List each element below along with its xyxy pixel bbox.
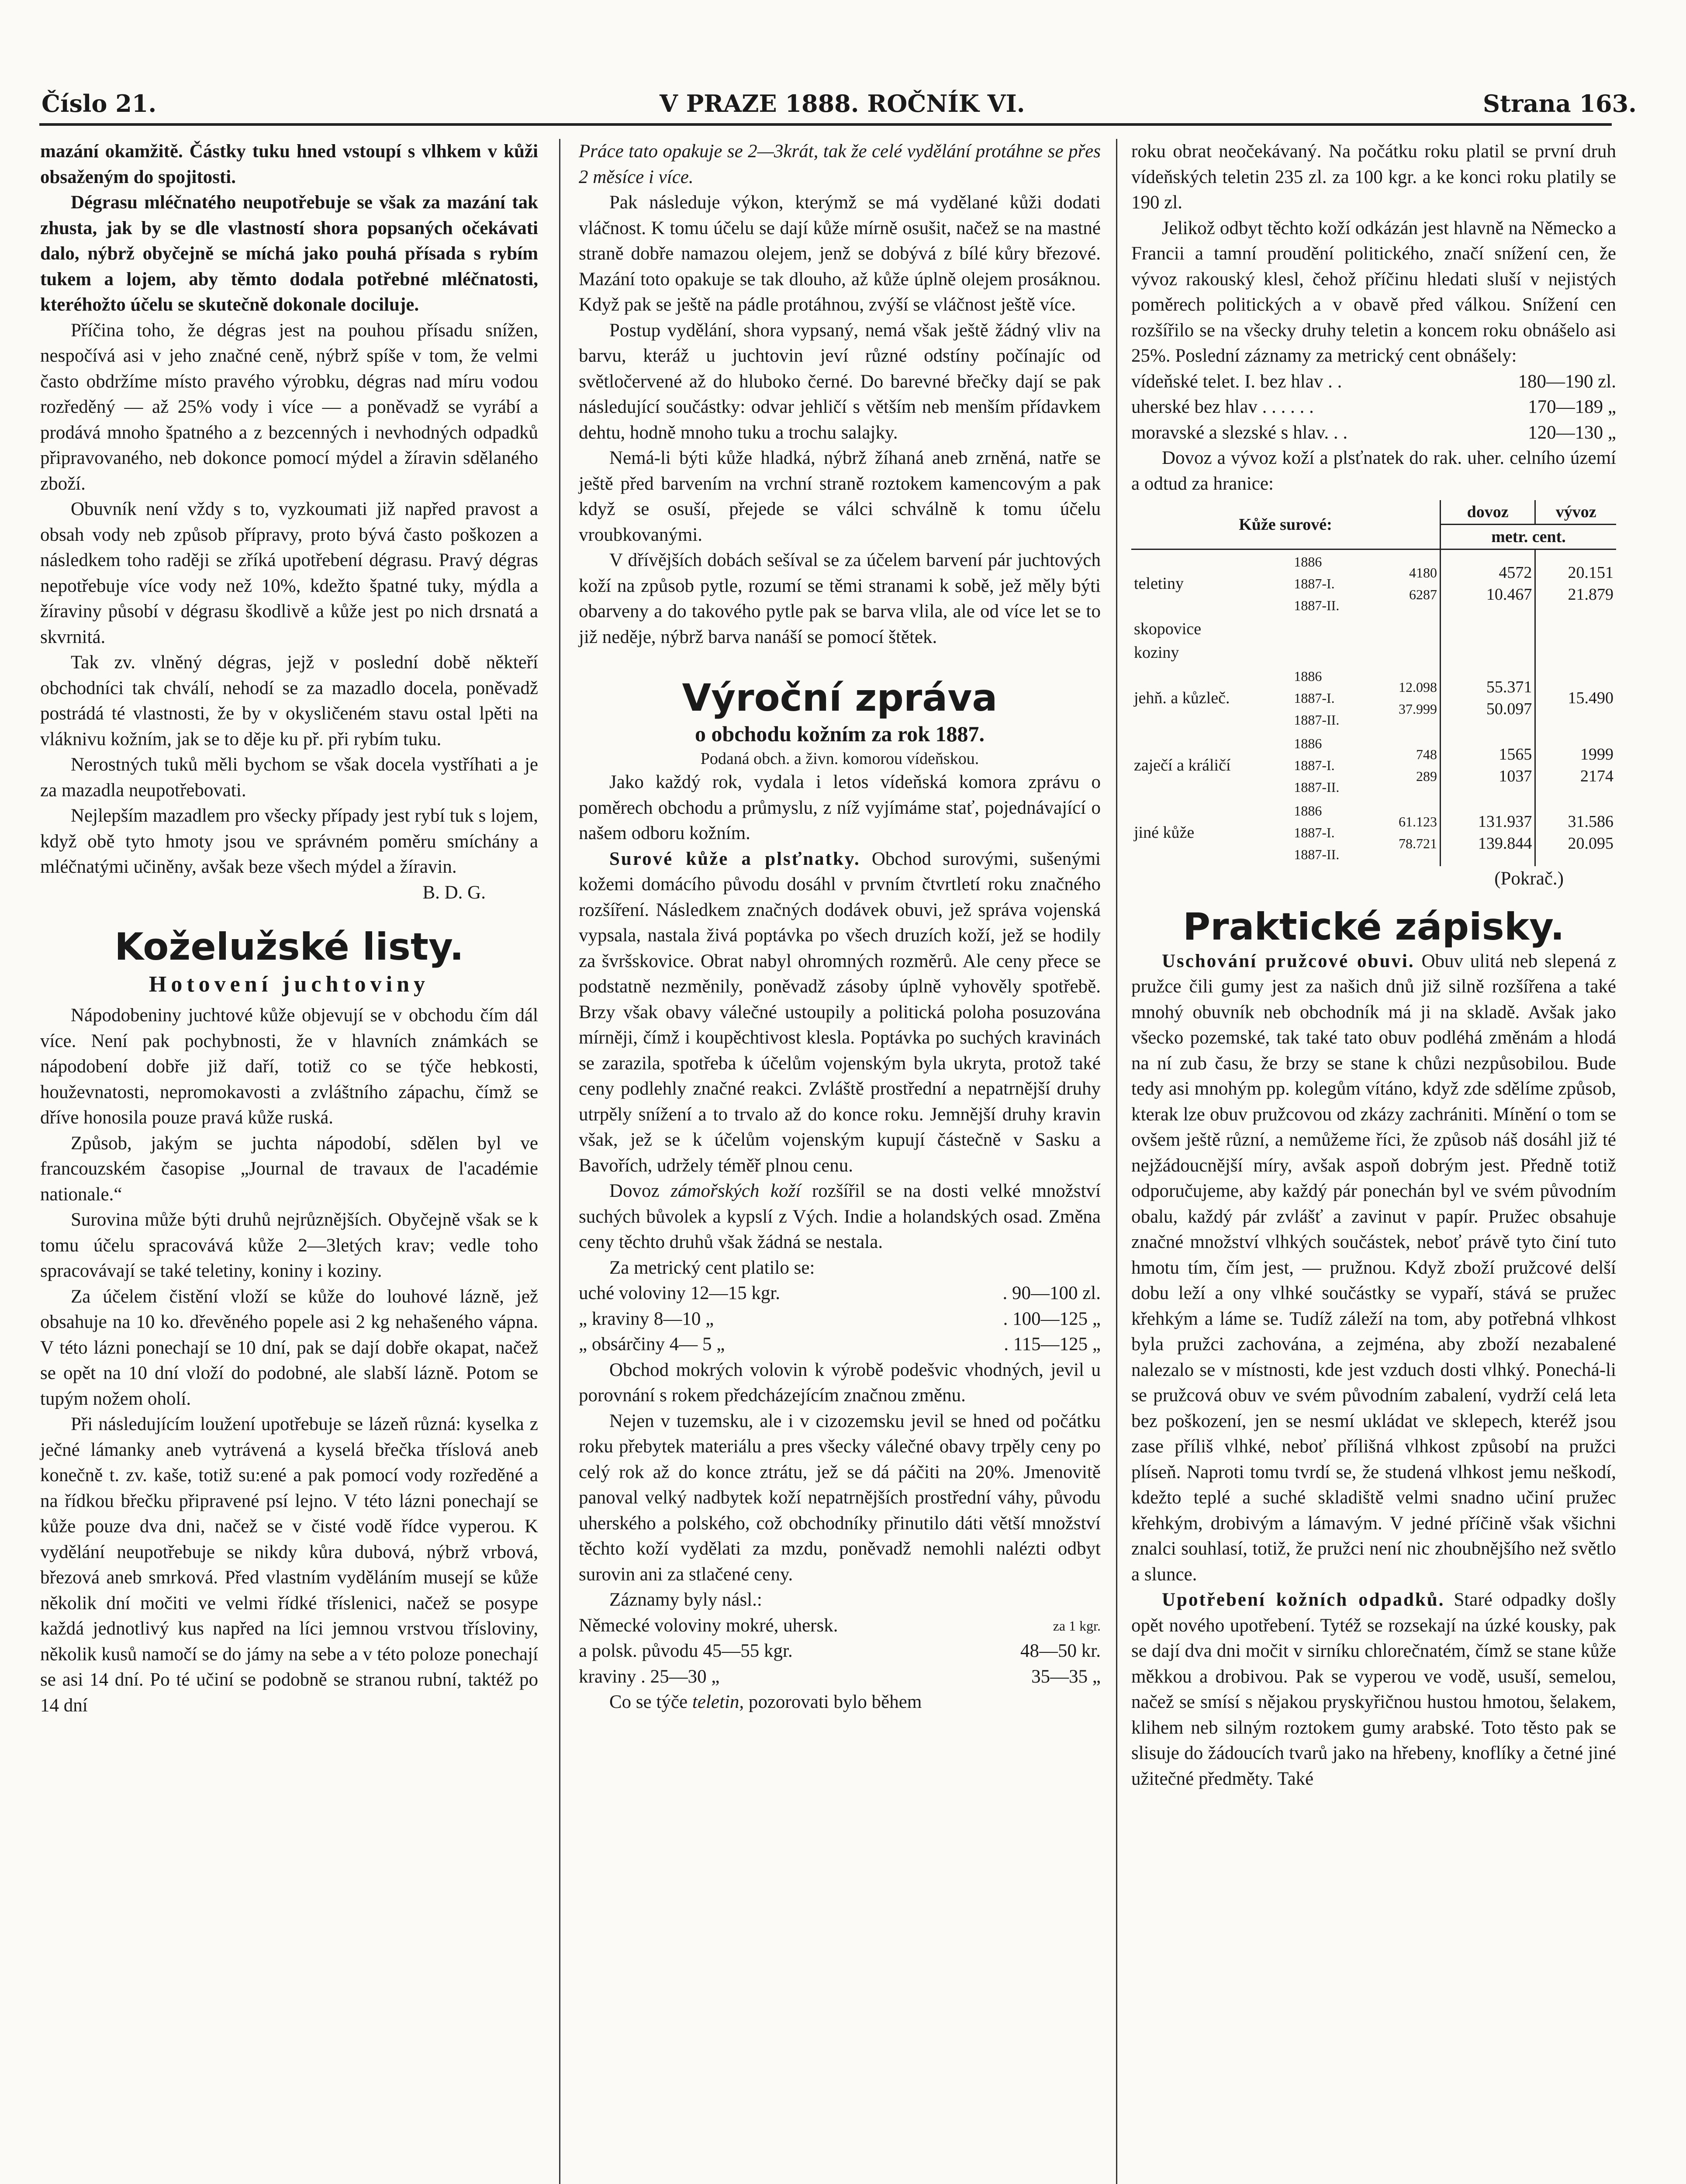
table-cell: 131.937 139.844 xyxy=(1441,799,1535,866)
price-value: 170—189 „ xyxy=(1528,397,1616,417)
price-row xyxy=(1131,369,1616,395)
author-signature: B. D. G. xyxy=(422,882,486,903)
column-3 xyxy=(1131,139,1616,1792)
paragraph: roku obrat neočekávaný. Na počátku roku platil se první druh vídeňských teletin 235 zl. za 100 kgr. a ke konci roku platily se 190 zl. xyxy=(1131,141,1616,213)
paragraph: Obuvník není vždy s to, vyzkoumati již napřed pravost a obsah vody neb způsob přípravy, proto bývá často poškozen a následkem toho raději se zříká upotřebení dégrasu. Pravý dégras nepotřebuje více vody než 10%, kdežto špatné tuky, mýdla a žíraviny působí v dégrasu škodlivě a kůže jest po nich drsnatá a skvrnitá. xyxy=(40,499,538,647)
section-byline: Podaná obch. a živn. komorou vídeňskou. xyxy=(700,750,979,768)
text: Dovoz xyxy=(609,1181,660,1201)
paragraph: Za metrický cent platilo se: xyxy=(609,1257,815,1278)
section-subtitle: Hotovení juchtoviny xyxy=(149,972,430,997)
column-2 xyxy=(579,139,1101,1715)
table-row xyxy=(1131,617,1616,641)
paragraph xyxy=(1131,949,1616,1588)
table-header: Kůže surové: xyxy=(1131,500,1441,549)
price-value: 35—35 „ xyxy=(1031,1666,1101,1687)
text: rozšířil se na dosti velké množství suchých bůvolek a kypslí z Vých. Indie a holandských osad. Změna ceny těchto druhů však žádná se nestala. xyxy=(579,1181,1101,1252)
price-label: moravské a slezské s hlav. . . xyxy=(1131,422,1348,443)
paragraph: Postup vydělání, shora vypsaný, nemá však ještě žádný vliv na barvu, kteráž u juchtovin jeví různé odstíny počínajíc od světločervené až do hluboko černé. Do barevné břečky dají se pak následující součástky: odvar jehličí s větším neb menším přídavkem dehtu, hodně mnoho tuku a trochu salajky. xyxy=(579,320,1101,443)
price-row xyxy=(579,1638,1101,1664)
page-header-issue: Číslo 21. xyxy=(41,90,157,117)
paragraph: Nápodobeniny juchtové kůže objevují se v obchodu čím dál více. Není pak pochybnosti, že v hlavních známkách se nápodobení dobře již daří, totiž co se týče hebkosti, houževnatosti, nepromokavosti a zvláštního zápachu, čímž se dříve honosila pouze pravá kůže ruská. xyxy=(40,1005,538,1128)
emphasis: teletin, xyxy=(692,1692,744,1712)
paragraph: Při následujícím loužení upotřebuje se lázeň různá: kyselka z ječné lámanky aneb vytrávená a kyselá břečka tříslová aneb konečně t. zv. kaše, totiž su:ené a pak pomocí vody rozředěné a na řídkou břečku připravené psí lejno. V této lázni ponechají se kůže pouze dva dni, načež se v čisté vodě řídce vyperou. K vydělání neupotřebuje se nikdy kůra dubová, nýbrž vrbová, březová aneb smrková. Před vlastním vyděláním musejí se kůže několik dní močiti ve velmi řídké tříslenici, načež se posype každá jednotlivý kus napřed na líci jemnou vrstvou třísloviny, několik kusů namočí se do jámy na sebe a v této poloze ponechají se asi 14 dní. Po té učiní se podobně se stranou rubní, taktéž po 14 dní xyxy=(40,1414,538,1716)
table-cell: 20.151 21.879 xyxy=(1535,549,1616,618)
table-cell: 1886 1887-I. 1887-II. xyxy=(1294,554,1340,613)
paragraph: Tak zv. vlněný dégras, jejž v poslední době někteří obchodníci tak chválí, nehodí se za mazadlo docela, poněvadž postrádá té vlastnosti, že by v okysličeném stavu ostal lpěti na vláknivu kožním, jak se to děje ku př. při rybím tuku. xyxy=(40,652,538,750)
text: pozorovati bylo během xyxy=(748,1692,922,1712)
table-cell: 12.098 37.999 xyxy=(1399,679,1437,717)
section-title: Praktické zápisky. xyxy=(1183,905,1565,949)
price-label: uché voloviny 12—15 kgr. xyxy=(579,1283,781,1303)
paragraph: Způsob, jakým se juchta nápodobí, sdělen byl ve francouzském časopise „Journal de travaux de l'académie nationale.“ xyxy=(40,1133,538,1205)
price-value: . 115—125 „ xyxy=(1004,1334,1101,1355)
paragraph: Pak následuje výkon, kterýmž se má vydělané kůži dodati vláčnost. K tomu účelu se dají kůže mírně osušit, načež se na mastné straně dobře namazou olejem, jenž se dobývá z bílé kůry březové. Mazání toto opakuje se tak dlouho, až kůže úplně olejem prosáknou. Když pak se ještě na pádle protáhnou, zvýší se vláčnost ještě více. xyxy=(579,192,1101,315)
subheading: Upotřebení kožních odpadků. xyxy=(1162,1590,1445,1610)
paragraph: Za účelem čistění vloží se kůže do louhové lázně, jež obsahuje na 10 ko. dřevěného popele asi 2 kg nehašeného vápna. V této lázni ponechají se 10 dní, pak se dají dobře okapat, načež se opět na 10 dní vloží do podobné, ale slabší lázně. Potom se tupým nožem oholí. xyxy=(40,1286,538,1409)
price-row xyxy=(1131,420,1616,446)
signature-row xyxy=(40,880,538,906)
price-label: „ kraviny 8—10 „ xyxy=(579,1308,714,1329)
price-value: 48—50 kr. xyxy=(1020,1641,1101,1661)
table-cell xyxy=(1535,617,1616,641)
price-row xyxy=(579,1332,1101,1358)
price-unit: za 1 kgr. xyxy=(1053,1617,1101,1634)
price-row xyxy=(1131,394,1616,420)
text: Co se týče xyxy=(609,1692,688,1712)
paragraph: Jelikož odbyt těchto koží odkázán jest hlavně na Německo a Francii a tamní proudění politického, značí snížení cen, že vývoz rakouský klesl, čehož příčinu hledati sluší v nejistých poměrech politických a v obavě před válkou. Snížení cen rozšířilo se na všecky druhy teletin a koncem roku obnášelo asi 25%. Poslední záznamy za metrický cent obnášely: xyxy=(1131,218,1616,366)
table-cell: koziny xyxy=(1134,643,1179,662)
paragraph: V dřívějších dobách sešíval se za účelem barvení pár juchtových koží na způsob pytle, rozumí se těmi stranami k sobě, jež měly býti obarveny a do takového pytle pak se barva vlila, ale od více let se to již neděje, nýbrž barva nanáší se pomocí štětek. xyxy=(579,550,1101,647)
text: Obchod surovými, sušenými kožemi domácího původu dosáhl v prvním čtvrtletí roku značného rozšíření. Následkem značných dodávek obuvi, jež správa vojenská vypsala, nastala živá poptávka po všech druzích koží, jež se hodily za švršskovice. Obrat nabyl ohromných rozměrů. Ale ceny přece se podstatně nezměnily, poněvadž zásoby úplně vyhověly spotřebě. Brzy však obavy válečné ustoupily a politická poloha posuzována mírněji, čímž i koupěchtivost klesla. Poptávka po suchých kravinách se zarazila, spotřeba k účelům vojenským byla ukryta, protož také ceny podlehly značné reakci. Zvláště prostřední a nepatrnější druhy utrpěly snížení a to trvalo až do konce roku. Jemnější druhy kravin však, jež se k účelům vojenským kupují částečně v Sasku a Bavořích, udržely téměř plnou cenu. xyxy=(579,848,1101,1176)
column-divider xyxy=(559,139,560,2184)
table-cell: 1886 1887-I. 1887-II. xyxy=(1294,668,1340,728)
table-cell: 1565 1037 xyxy=(1441,732,1535,799)
paragraph xyxy=(579,1690,1101,1715)
price-value: . 90—100 zl. xyxy=(1002,1283,1101,1303)
table-row xyxy=(1131,732,1616,799)
table-header: dovoz xyxy=(1441,500,1535,525)
header-rule xyxy=(39,123,1612,126)
page-header-date: V PRAZE 1888. ROČNÍK VI. xyxy=(660,90,1025,117)
paragraph: Nejlepším mazadlem pro všecky případy jest rybí tuk s lojem, když obě tyto hmoty jsou ve správném poměru smíchány a mléčnatými učiněny, avšak beze všech mýdel a žíravin. xyxy=(40,805,538,877)
price-row xyxy=(579,1664,1101,1690)
table-cell: jiné kůže xyxy=(1134,823,1195,842)
trade-table xyxy=(1131,500,1616,866)
section-subtitle: o obchodu kožním za rok 1887. xyxy=(694,722,985,746)
paragraph: Surovina může býti druhů nejrůznějších. Obyčejně však se k tomu účelu spracovává kůže 2—3letých krav; vedle toho spracovávají se také teletiny, koniny i koziny. xyxy=(40,1209,538,1281)
paragraph: Nemá-li býti kůže hladká, nýbrž žíhaná aneb zrněná, natře se ještě před barvením na vrchní straně roztokem kamencovým a pak když se osuší, přejede se válci schválně k tomu účelu vroubkovanými. xyxy=(579,448,1101,545)
paragraph xyxy=(579,847,1101,1179)
paragraph: Práce tato opakuje se 2—3krát, tak že celé vydělání protáhne se přes 2 měsíce i více. xyxy=(579,141,1101,187)
table-cell: 61.123 78.721 xyxy=(1399,814,1437,851)
column-1 xyxy=(40,139,538,1718)
price-label: kraviny . 25—30 „ xyxy=(579,1666,720,1687)
table-header: vývoz xyxy=(1535,500,1616,525)
page-header-page: Strana 163. xyxy=(1483,90,1637,117)
price-row xyxy=(579,1306,1101,1332)
price-label: „ obsárčiny 4— 5 „ xyxy=(579,1334,725,1355)
price-row xyxy=(579,1613,1101,1639)
table-cell: 1886 1887-I. 1887-II. xyxy=(1294,736,1340,795)
section-title: Koželužské listy. xyxy=(114,925,464,969)
subheading: Uschování pružcové obuvi. xyxy=(1162,950,1415,971)
table-row xyxy=(1131,664,1616,732)
table-row xyxy=(1131,549,1616,618)
table-header: metr. cent. xyxy=(1441,525,1616,549)
text: Obuv ulitá neb slepená z pružce čili gumy jest za našich dnů již silně rozšířena a také mnohý obuvník neb obchodník má ji na skladě. Avšak jako všecko pozemské, tak také tato obuv podléhá změnám a hlodá na ní zub času, že brzy se stane k chůzi nezpůsobilou. Bude tedy asi mnohým pp. kolegům vítáno, když zde sdělíme způsob, kterak lze obuv pružcovou od zkázy zachrániti. Mínění o tom se ovšem ještě různí, a nemůžeme říci, že způsob náš dosáhl již té nejžádoucnější míry, avšak aspoň dobrým jest. Předně totiž odporučujeme, aby každý pár ponechán byl ve svém původním obalu, každý pár zvlášť a zavinut v papír. Pružec obsahuje značné množství vlhkých součástek, neboť právě tyto činí tuto hmotu tím, čím jest, — pružnou. Když zboží pružcové delší dobu leží a ony vlhké součástky se vypaří, stává se pružec křehkým a láme se. Tudíž záleží na tom, aby potřebná vlhkost byla pružci zachována, a zejména, aby zboží nezabalené nalezalo se v místnosti, kde jest vzduch dosti vlhký. Ponechá-li se pružcová obuv ve svém původním zabalení, vydrží celá leta bez poškození, jen se nesmí ukládat ve sklepech, kteréž jsou zase příliš vlhké, neboť přílišná vlhkost způsobí na pružci plíseň. Naproti tomu tvrdí se, že studená vlhkost jemu neškodí, kdežto teplé a suché skladiště velmi snadno učiní pružec křehkým, drobivým a lámavým. V jedné příčině však všichni znalci souhlasí, totiž, že pružci není nic zhoubnějšího než světlo a slunce. xyxy=(1131,950,1616,1585)
paragraph: Obchod mokrých volovin k výrobě podešvic vhodných, jevil u porovnání s rokem předcházejícím značnou změnu. xyxy=(579,1359,1101,1406)
table-row xyxy=(1131,799,1616,866)
table-cell: 31.586 20.095 xyxy=(1535,799,1616,866)
table-cell xyxy=(1535,641,1616,664)
table-cell: 15.490 xyxy=(1535,664,1616,732)
paragraph: Příčina toho, že dégras jest na pouhou přísadu snížen, nespočívá asi v jeho značné ceně, nýbrž spíše v tom, že velmi často obdržíme místo pravého výrobku, dégras nad míru vodou rozředěný — až 25% vody i více — a poněvadž se vyrábí a prodává mnoho špatného a z bezcenných i nevhodných odpadků připravovaného, neb dokonce pomocí mýdel a žíravin sdělaného zboží. xyxy=(40,320,538,494)
table-cell: 748 289 xyxy=(1416,746,1437,784)
emphasis: zámořských koží xyxy=(670,1181,801,1201)
paragraph: Záznamy byly násl.: xyxy=(609,1590,762,1610)
table-cell: teletiny xyxy=(1134,574,1184,593)
table-header-row xyxy=(1131,500,1616,525)
continued-note: (Pokrač.) xyxy=(1494,868,1564,889)
paragraph: Nerostných tuků měli bychom se však docela vystříhati a je za mazadla neupotřebovati. xyxy=(40,754,538,801)
price-value: . 100—125 „ xyxy=(1003,1308,1101,1329)
table-row xyxy=(1131,641,1616,664)
column-divider xyxy=(1116,139,1117,2184)
table-cell: skopovice xyxy=(1134,620,1202,638)
table-cell: 55.371 50.097 xyxy=(1441,664,1535,732)
table-cell: jehň. a kůzleč. xyxy=(1134,689,1230,707)
paragraph xyxy=(579,1178,1101,1255)
paragraph: Dégrasu mléčnatého neupotřebuje se však za mazání tak zhusta, jak by se dle vlastností shora popsaných očekávati dalo, nýbrž obyčejně se míchá jako pouhá přísada s rybím tukem a lojem, aby těmto dodala potřebné mléčnatosti, kteréhožto účelu se skutečně dokonale dociluje. xyxy=(40,192,538,315)
paragraph: Nejen v tuzemsku, ale i v cizozemsku jevil se hned od počátku roku přebytek materiálu a pres všecky válečné obavy trpěly ceny po celý rok až do konce ztrátu, jež se dá páčiti na 20%. Jmenovitě panoval velký nadbytek koží nepatrnějších prostřední váhy, původu uherského a polského, což obchodníky přinutilo dáti větší množství těchto koží vydělati za mzdu, poněvadž nemohli nalézti odbyt surovin ani za stlačené ceny. xyxy=(579,1410,1101,1585)
paragraph: mazání okamžitě. Částky tuku hned vstoupí s vlhkem v kůži obsaženým do spojitosti. xyxy=(40,141,538,187)
table-cell xyxy=(1441,617,1535,641)
table-cell: 1886 1887-I. 1887-II. xyxy=(1294,803,1340,862)
table-cell xyxy=(1441,641,1535,664)
subheading: Surové kůže a plsťnatky. xyxy=(609,848,860,869)
section-title: Výroční zpráva xyxy=(682,676,998,720)
table-cell: 1999 2174 xyxy=(1535,732,1616,799)
table-cell: zaječí a králičí xyxy=(1134,756,1231,774)
table-cell: 4572 10.467 xyxy=(1441,549,1535,618)
paragraph: Dovoz a vývoz koží a plsťnatek do rak. uher. celního území a odtud za hranice: xyxy=(1131,448,1616,494)
price-value: 180—190 zl. xyxy=(1518,371,1616,392)
price-label: vídeňské telet. I. bez hlav . . xyxy=(1131,371,1342,392)
price-value: 120—130 „ xyxy=(1528,422,1616,443)
table-cell: 4180 6287 xyxy=(1409,565,1437,602)
price-label: Německé voloviny mokré, uhersk. xyxy=(579,1615,838,1636)
paragraph xyxy=(1131,1587,1616,1792)
paragraph: Jako každý rok, vydala i letos vídeňská komora zprávu o poměrech obchodu a průmyslu, z níž vyjímáme stať, pojednávající o našem odboru kožním. xyxy=(579,772,1101,843)
price-row xyxy=(579,1281,1101,1306)
text: Staré odpadky došly opět nového upotřebení. Tytéž se rozsekají na úzké kousky, pak se dají dva dni močit v sirníku chlorečnatém, čímž se stane kůže měkkou a drobivou. Pak se vyperou ve vodě, usuší, semelou, načež se smísí s nějakou pryskyřičnou hustou hmotou, šelakem, klihem neb silným roztokem gumy arabské. Toto těsto pak se slisuje do žádoucích tvarů jako na hřebeny, knoflíky a četné jiné užitečné předměty. Také xyxy=(1131,1590,1616,1789)
price-label: a polsk. původu 45—55 kgr. xyxy=(579,1641,793,1661)
price-label: uherské bez hlav . . . . . . xyxy=(1131,397,1314,417)
